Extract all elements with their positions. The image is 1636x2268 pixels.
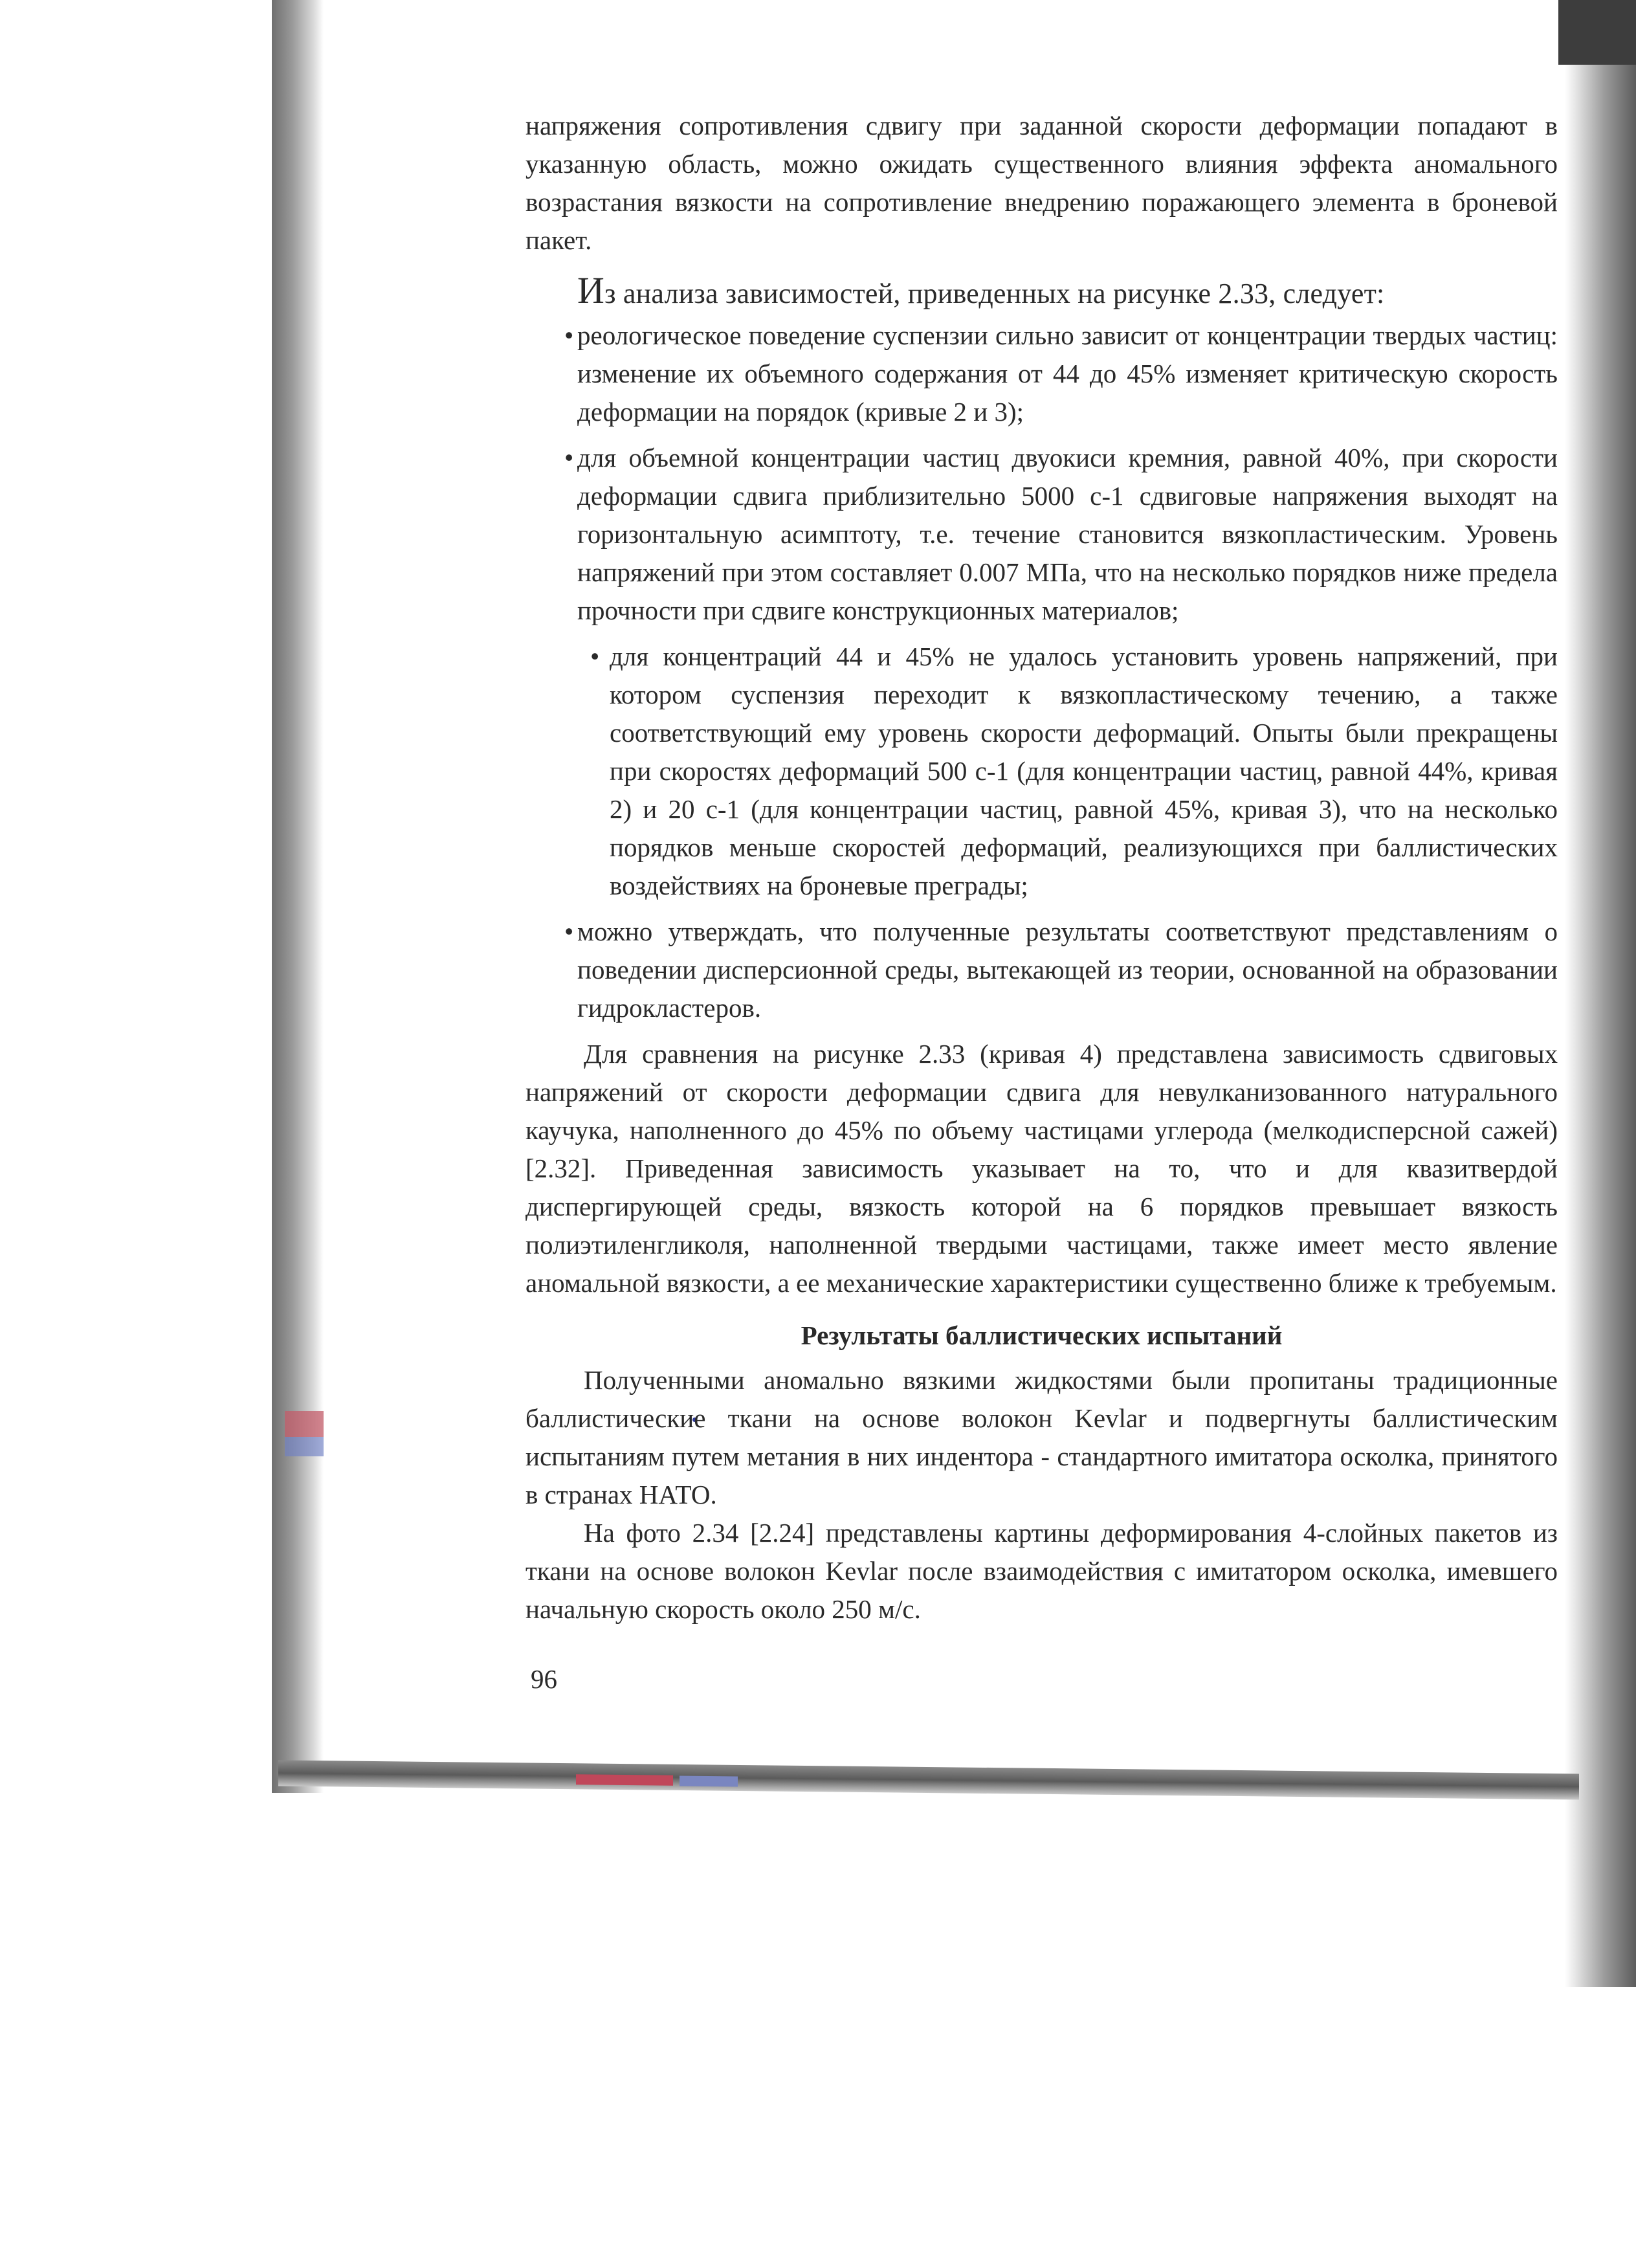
paragraph-intro: напряжения сопротивления сдвигу при заданной скорости деформации попадают в указанную область, можно ожидать существенного влияния эффекта аномального возрастания вязкости на сопротивление внедрению поражающего элемента в броневой пакет. [525,111,1558,255]
bullet-icon: • [590,641,600,671]
cover-stripe-blue [285,1437,324,1456]
bullet-icon: • [564,320,574,350]
paragraph-photo: На фото 2.34 [2.24] представлены картины деформирования 4-слойных пакетов из ткани на основе волокон Kevlar после взаимодействия с имитатором осколка, имевшего начальную скорость около 250 м/с. [525,1518,1558,1624]
bullet-icon: • [564,917,574,946]
scan-corner [1558,0,1636,65]
lead-text: з анализа зависимостей, приведенных на рисунке 2.33, следует: [604,278,1385,309]
list-item [525,439,1558,630]
section-title: Результаты баллистических испытаний [801,1320,1283,1350]
list-item-text: для объемной концентрации частиц двуокиси кремния, равной 40%, при скорости деформации сдвига приблизительно 5000 с-1 сдвиговые напряжения выходят на горизонтальную асимптоту, т.е. течение становится вязкопластическим. Уровень напряжений при этом составляет 0.007 МПа, что на несколько порядков ниже предела прочности при сдвиге конструкционных материалов; [577,443,1558,625]
list-item [525,638,1558,905]
cover-stripe-red [285,1411,324,1437]
list-item-text: можно утверждать, что полученные результаты соответствуют представлениям о поведении дисперсионной среды, вытекающей из теории, основанной на образовании гидрокластеров. [577,917,1558,1023]
scan-shadow-left [272,0,324,1793]
list-item-text: реологическое поведение суспензии сильно зависит от концентрации твердых частиц: изменение их объемного содержания от 44 до 45% изменяет критическую скорость деформации на порядок (кривые 2 и 3); [577,320,1558,427]
scan-shadow-right [1565,0,1636,1987]
bullet-icon: • [564,443,574,472]
list-item [525,913,1558,1027]
bottom-stripe-blue [680,1776,738,1787]
drop-letter: И [577,269,605,311]
list-lead-in [577,271,1558,313]
page-text [525,107,1558,1629]
bottom-stripe-red [576,1774,673,1786]
paragraph-ballistic: Полученными аномально вязкими жидкостями были пропитаны традиционные баллистические ткани на основе волокон Kevlar и подвергнуты баллистическим испытаниям путем метания в них индентора - стандартного имитатора осколка, принятого в странах НАТО. [525,1365,1558,1509]
page-number: 96 [531,1664,557,1694]
list-item [525,317,1558,431]
list-item-text: для концентраций 44 и 45% не удалось установить уровень напряжений, при котором суспензия переходит к вязкопластическому течению, а также соответствующий ему уровень скорости деформаций. Опыты были прекращены при скоростях деформаций 500 с-1 (для концентрации частиц, равной 44%, кривая 2) и 20 с-1 (для концентрации частиц, равной 45%, кривая 3), что на несколько порядков меньше скоростей деформаций, реализующихся при баллистических воздействиях на броневые преграды; [610,641,1558,900]
findings-list [525,317,1558,1027]
paragraph-comparison: Для сравнения на рисунке 2.33 (кривая 4) представлена зависимость сдвиговых напряжений от скорости деформации сдвига для невулканизованного натурального каучука, наполненного до 45% по объему частицами углерода (мелкодисперсной сажей) [2.32]. Приведенная зависимость указывает на то, что и для квазитвердой диспергирующей среды, вязкость которой на 6 порядков превышает вязкость полиэтиленгликоля, наполненной твердыми частицами, также имеет место явление аномальной вязкости, а ее механические характеристики существенно ближе к требуемым. [525,1039,1558,1298]
page-bottom-edge [278,1760,1579,1799]
